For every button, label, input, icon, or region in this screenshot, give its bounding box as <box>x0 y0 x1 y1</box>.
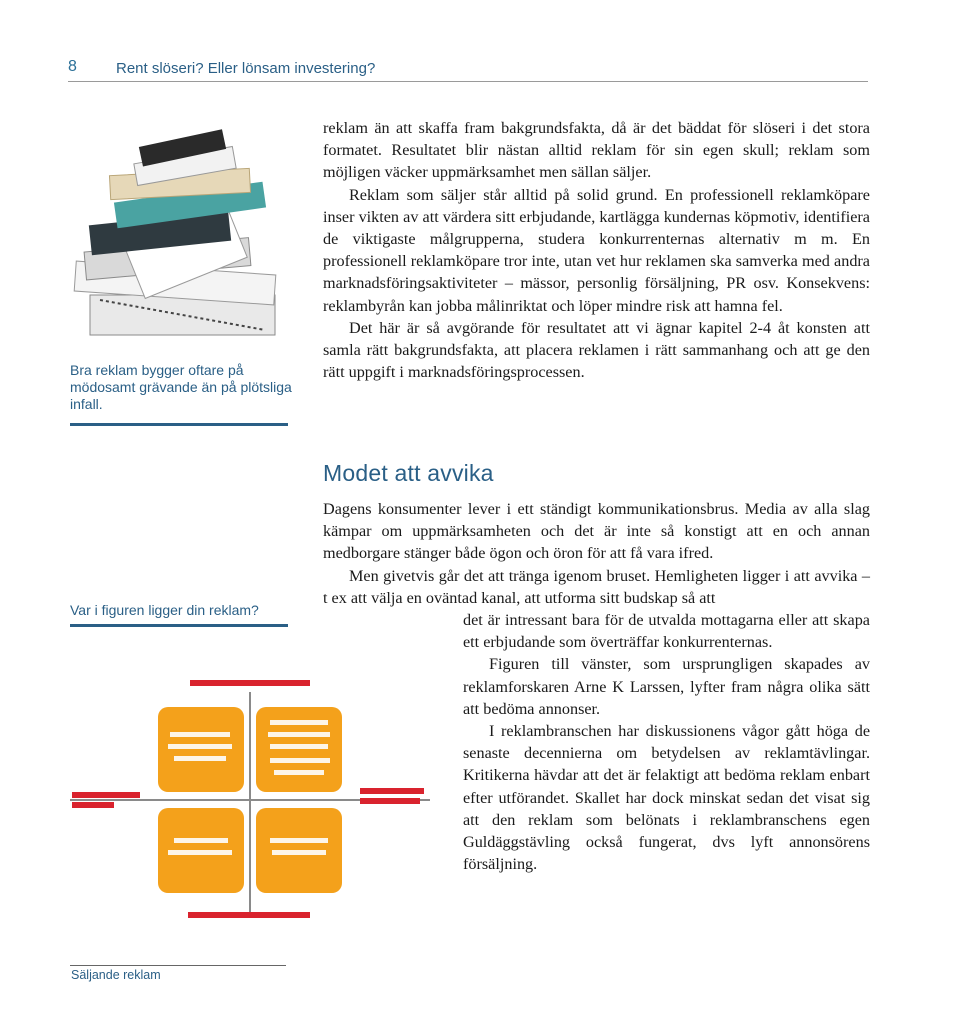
figure-caption-rule <box>70 624 288 627</box>
body-paragraph: Det här är så avgörande för resultatet att vi ägnar kapitel 2-4 åt konsten att samla rätt bakgrundsfakta, att placera reklamen i rätt sammanhang och att ge den rätt uppgift i marknadsföringsprocessen. <box>323 318 870 382</box>
axis-label-left <box>72 792 140 798</box>
body-paragraph: Figuren till vänster, som ursprungligen skapades av reklamforskaren Arne K Larssen, lyfter fram några olika sätt att bedöma annonser. <box>463 655 870 718</box>
quadrant-top-left <box>158 707 244 792</box>
axis-label-right <box>360 788 424 794</box>
stack-of-papers-photo <box>60 100 290 350</box>
running-title: Rent slöseri? Eller lönsam investering? <box>116 60 376 77</box>
quadrant-figure <box>70 672 430 927</box>
body-paragraph: det är intressant bara för de utvalda mottagarna eller att skapa ett erbjudande som överträffar konkurrenternas. <box>463 611 870 652</box>
section-heading: Modet att avvika <box>323 460 494 486</box>
body-paragraph: reklam än att skaffa fram bakgrundsfakta, då är det bäddat för slöseri i det stora formatet. Resultatet blir nästan alltid reklam för sin egen skull; reklam som möjligen väcker uppmärksamhet men sällan säljer. <box>323 119 870 182</box>
top-body-text <box>323 117 870 383</box>
figure-caption: Var i figuren ligger din reklam? <box>70 602 259 618</box>
photo-caption-rule <box>70 423 288 426</box>
footer-divider <box>70 965 286 966</box>
body-paragraph: Dagens konsumenter lever i ett ständigt kommunikationsbrus. Media av alla slag kämpar om uppmärksamheten och det är inte så konstigt att en och annan medborgare stänger både ögon och öron för att få vara ifred. <box>323 500 870 563</box>
axis-label-top <box>190 680 310 686</box>
page-number: 8 <box>68 58 77 75</box>
quadrant-top-right <box>256 707 342 792</box>
photo-caption: Bra reklam bygger oftare på mödosamt grävande än på plötsliga infall. <box>70 362 292 412</box>
footer-book-title: Säljande reklam <box>71 968 161 982</box>
body-paragraph: Men givetvis går det att tränga igenom bruset. Hemligheten ligger i att avvika – t ex att välja en oväntad kanal, att utforma sitt budskap så att <box>323 566 870 607</box>
header-divider <box>68 81 868 82</box>
body-paragraph: I reklambranschen har diskussionens vågor gått höga de senaste decennierna om betydelsen av reklamtävlingar. Kritikerna hävdar att det är felaktigt att bedöma reklam enbart efter utförandet. Skallet har dock minskat sedan det visat sig att den reklam som belönats i reklambranschens egen Guldäggstävling också fungerat, dvs lyft annonsörens försäljning. <box>463 722 870 874</box>
body-paragraph: Reklam som säljer står alltid på solid grund. En professionell reklamköpare inser vikten av att värdera sitt erbjudande, kartlägga kundernas köpmotiv, identifiera de viktigaste målgrupperna, studera konkurrenternas alternativ m m. En professionell reklamköpare tror inte, utan vet hur reklamen ska samverka med andra marknadsföringsaktiviteter – mässor, personlig försäljning, PR osv. Konsekvens: reklambyrån kan jobba målinriktat och löper mindre risk att hamna fel. <box>323 185 870 315</box>
axis-label-bottom <box>188 912 310 918</box>
